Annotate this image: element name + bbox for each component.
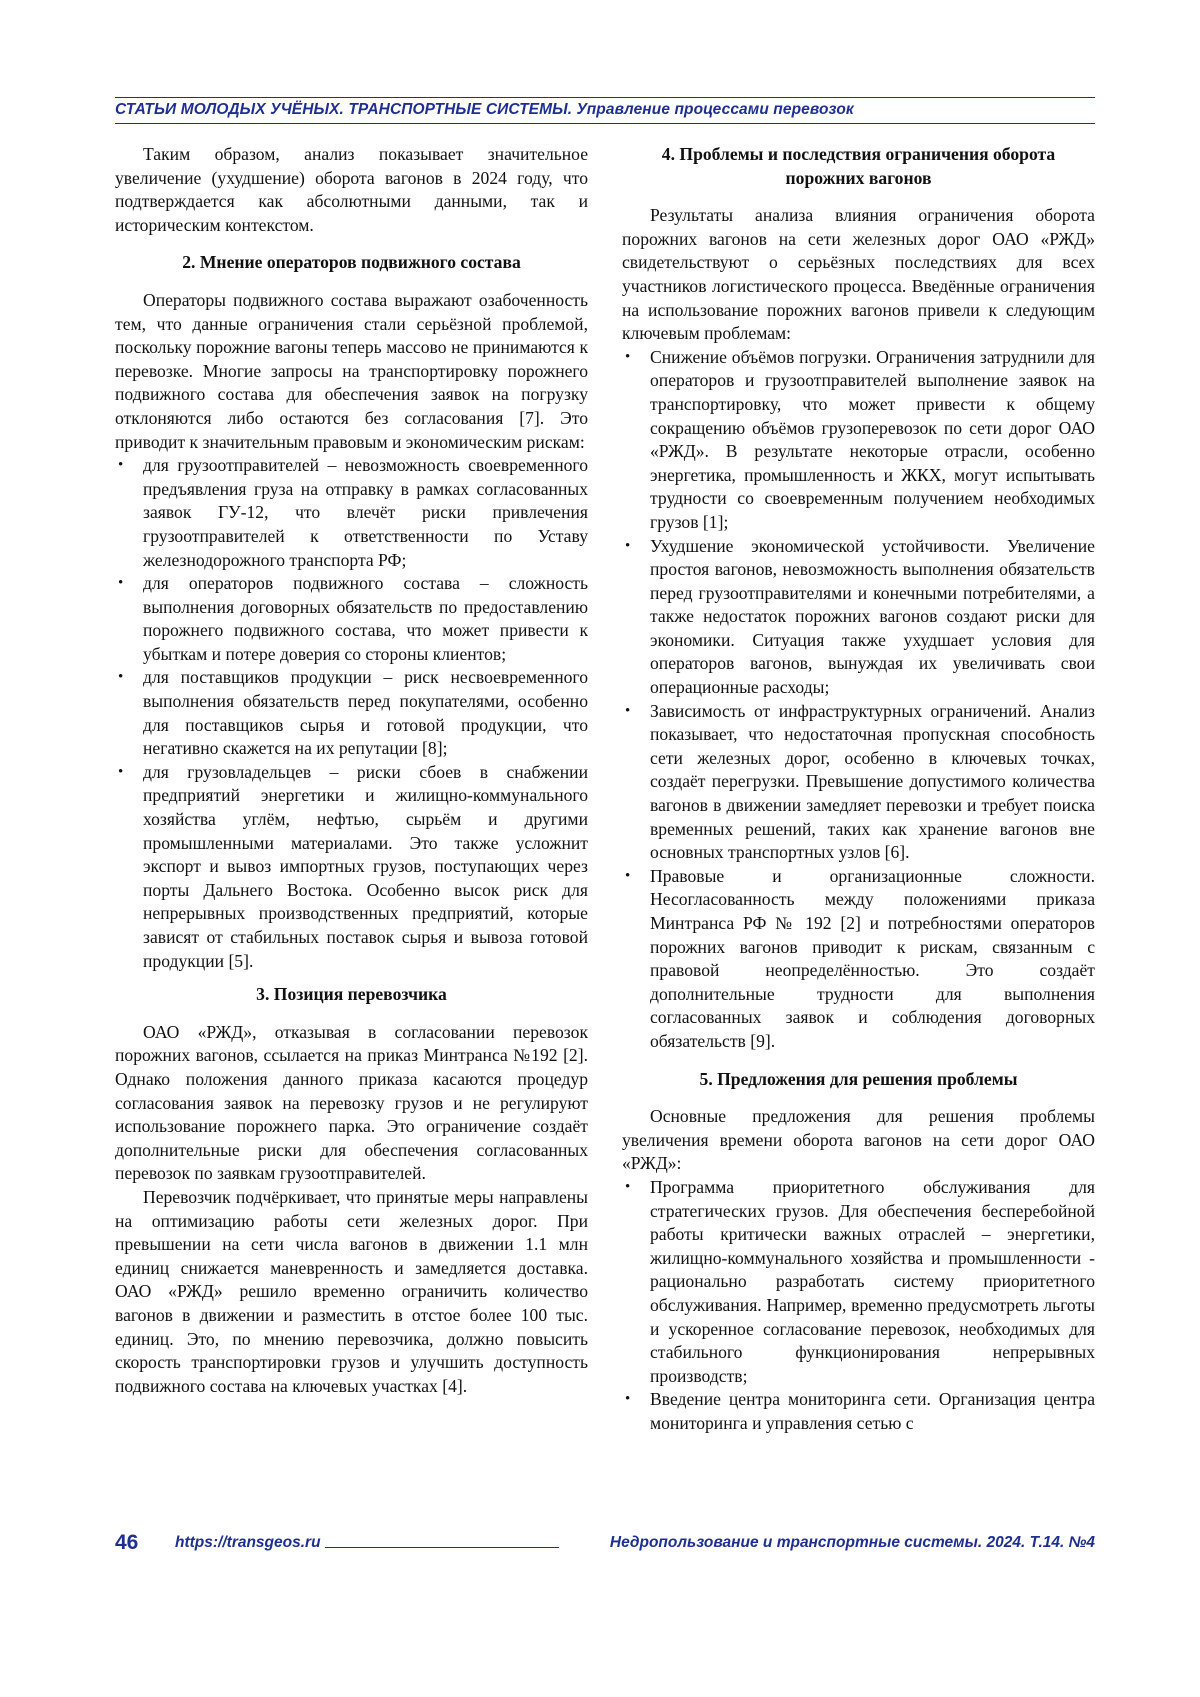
footer-rule <box>325 1547 559 1548</box>
journal-citation: Недропользование и транспортные системы. 2024. Т.14. №4 <box>609 1534 1095 1551</box>
bullet-icon: • <box>118 457 124 474</box>
heading-section-2: 2. Мнение операторов подвижного состава <box>182 252 521 273</box>
heading-section-4: 4. Проблемы и последствия ограничения оборота порожних вагонов <box>661 144 1056 188</box>
left-column <box>115 143 588 1398</box>
bullet-icon: • <box>118 763 124 780</box>
header-section: СТАТЬИ МОЛОДЫХ УЧЁНЫХ. ТРАНСПОРТНЫЕ СИСТЕМЫ. <box>115 101 573 118</box>
bullet-icon: • <box>625 702 631 719</box>
header-subsection: Управление процессами перевозок <box>572 101 854 118</box>
bullet-icon: • <box>625 867 631 884</box>
list-item: • Ухудшение экономической устойчивости. Увеличение простоя вагонов, невозможность выполнения обязательств перед грузоотправителями и конечными потребителями, а также недостаток порожних вагонов создают риски для экономики. Ситуация также ухудшает условия для операторов вагонов, вынуждая их увеличивать свои операционные расходы; <box>625 535 1095 698</box>
paragraph-results: Результаты анализа влияния ограничения оборота порожних вагонов на сети железных дорог ОАО «РЖД» свидетельствуют о серьёзных последствиях для всех участников логистического процесса. Введённые ограничения на использование порожних вагонов привели к следующим ключевым проблемам: <box>622 205 1095 344</box>
list-item: • Зависимость от инфраструктурных ограничений. Анализ показывает, что недостаточная пропускная способность сети железных дорог, особенно в ключевых точках, создаёт перегрузки. Превышение допустимого количества вагонов в движении замедляет перевозки и требует поиска временных решений, таких как хранение вагонов вне основных транспортных узлов [6]. <box>625 700 1095 863</box>
proposals-list <box>622 1176 1095 1436</box>
list-item: • Программа приоритетного обслуживания для стратегических грузов. Для обеспечения бесперебойной работы критически важных отраслей – энергетики, жилищно-коммунального хозяйства и промышленности - рационально разработать систему приоритетного обслуживания. Например, временно предусмотреть льготы и ускоренное согласование перевозок, необходимых для стабильного функционирования непрерывных производств; <box>625 1176 1095 1386</box>
list-item: • для грузовладельцев – риски сбоев в снабжении предприятий энергетики и жилищно-коммунального хозяйства углём, нефтью, сырьём и другими промышленными материалами. Это также усложнит экспорт и вывоз импортных грузов, поступающих через порты Дальнего Востока. Особенно высок риск для непрерывных производственных предприятий, которые зависят от стабильных поставок сырья и вывоза готовой продукции [5]. <box>118 761 588 971</box>
right-column <box>622 143 1095 1435</box>
heading-section-5: 5. Предложения для решения проблемы <box>699 1068 1018 1089</box>
heading-section-3: 3. Позиция перевозчика <box>256 984 447 1005</box>
page-footer <box>115 1531 1095 1557</box>
bullet-icon: • <box>625 1178 631 1195</box>
list-item: • Снижение объёмов погрузки. Ограничения затруднили для операторов и грузоотправителей выполнение заявок на транспортировку, что может привести к общему сокращению объёмов грузоперевозок по сети дорог ОАО «РЖД». В результате некоторые отрасли, особенно энергетика, промышленность и ЖКХ, могут испытывать трудности со своевременным получением необходимых грузов [1]; <box>625 346 1095 532</box>
bullet-icon: • <box>625 537 631 554</box>
list-item: • для грузоотправителей – невозможность своевременного предъявления груза на отправку в рамках согласованных заявок ГУ-12, что влечёт риски привлечения грузоотправителей к ответственности по Уставу железнодорожного транспорта РФ; <box>118 455 588 570</box>
bullet-icon: • <box>625 1391 631 1408</box>
list-item: • для поставщиков продукции – риск несвоевременного выполнения обязательств перед покупателями, особенно для поставщиков сырья и готовой продукции, что негативно скажется на их репутации [8]; <box>118 667 588 759</box>
paragraph-proposals: Основные предложения для решения проблемы увеличения времени оборота вагонов на сети дорог ОАО «РЖД»: <box>622 1106 1095 1174</box>
page-number: 46 <box>115 1531 139 1554</box>
problems-list <box>622 346 1095 1054</box>
paragraph-carrier-1: ОАО «РЖД», отказывая в согласовании перевозок порожних вагонов, ссылается на приказ Минтранса №192 [2]. Однако положения данного приказа касаются процедур согласования заявок на перевозку грузов и не регулируют использование порожнего парка. Это ограничение создаёт дополнительные риски для обеспечения согласованных перевозок по заявкам грузоотправителей. <box>115 1021 588 1184</box>
list-item: • для операторов подвижного состава – сложность выполнения договорных обязательств по предоставлению порожнего подвижного состава, что может привести к убыткам и потере доверия со стороны клиентов; <box>118 573 588 664</box>
bullet-icon: • <box>118 669 124 686</box>
bullet-icon: • <box>118 575 124 592</box>
journal-site-link[interactable]: https://transgeos.ru <box>175 1534 321 1551</box>
paragraph-carrier-2: Перевозчик подчёркивает, что принятые меры направлены на оптимизацию работы сети железных дорог. При превышении на сети числа вагонов в движении 1.1 млн единиц снижается маневренность и замедляется доставка. ОАО «РЖД» решило временно ограничить количество вагонов в движении и разместить в отстое более 100 тыс. единиц. Это, по мнению перевозчика, должно повысить скорость транспортировки грузов и улучшить доступность подвижного состава на ключевых участках [4]. <box>115 1186 588 1396</box>
list-item: • Правовые и организационные сложности. Несогласованность между положениями приказа Минтранса РФ № 192 [2] и потребностями операторов порожних вагонов приводит к рискам, связанным с правовой неопределённостью. Это создаёт дополнительные трудности для выполнения согласованных заявок и соблюдения договорных обязательств [9]. <box>625 865 1095 1051</box>
running-header <box>115 97 1095 124</box>
paragraph-intro: Таким образом, анализ показывает значительное увеличение (ухудшение) оборота вагонов в 2024 году, что подтверждается как абсолютными данными, так и историческим контекстом. <box>115 144 588 235</box>
bullet-icon: • <box>625 348 631 365</box>
paragraph-operators: Операторы подвижного состава выражают озабоченность тем, что данные ограничения стали серьёзной проблемой, поскольку порожние вагоны теперь массово не принимаются к перевозке. Многие запросы на транспортировку порожнего подвижного состава для обеспечения заявок на погрузку отклоняются либо остаются без согласования [7]. Это приводит к значительным правовым и экономическим рискам: <box>115 289 588 452</box>
risk-list <box>115 454 588 973</box>
list-item: • Введение центра мониторинга сети. Организация центра мониторинга и управления сетью с <box>625 1389 1095 1433</box>
